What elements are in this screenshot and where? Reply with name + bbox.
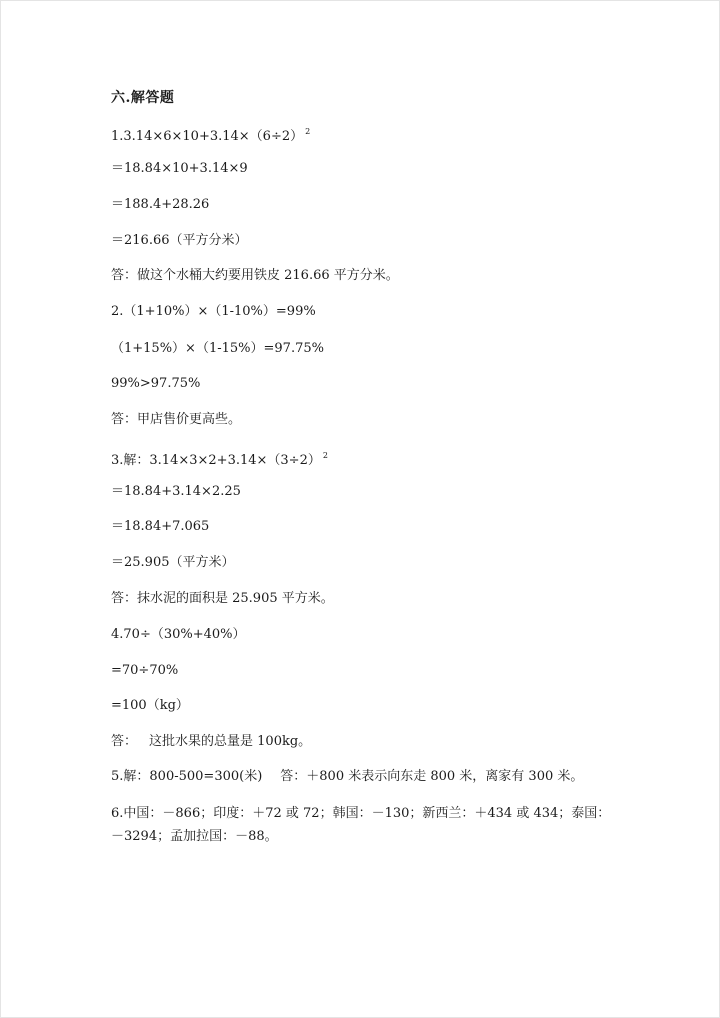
q2-line-1: 2.（1+10%）×（1-10%）=99%: [111, 304, 316, 319]
q2-line-2: （1+15%）×（1-15%）=97.75%: [111, 341, 324, 356]
q5-line: [111, 768, 583, 786]
q3-line-3: ＝18.84+7.065: [111, 519, 210, 534]
q1-answer: 答：做这个水桶大约要用铁皮 216.66 平方分米。: [111, 268, 399, 283]
q3-answer: 答：抹水泥的面积是 25.905 平方米。: [111, 591, 334, 606]
q3-exponent: 2: [322, 451, 328, 460]
q3-line-2: ＝18.84+3.14×2.25: [111, 484, 241, 499]
q3-expression: 3.解：3.14×3×2+3.14×（3÷2）: [111, 453, 321, 468]
q1-exponent: 2: [305, 127, 311, 136]
section-heading: 六.解答题: [111, 90, 175, 106]
q6-paragraph: 6.中国：－866；印度：＋72 或 72；韩国：－130；新西兰：＋434 或 434；泰国：－3294；孟加拉国：－88。: [111, 806, 611, 844]
q2-answer: 答：甲店售价更高些。: [111, 412, 242, 427]
q5-solution: 5.解：800-500=300(米): [111, 769, 263, 784]
q1-line-2: ＝18.84×10+3.14×9: [111, 161, 248, 176]
q1-line-4: ＝216.66（平方分米）: [111, 233, 248, 248]
q4-line-1: 4.70÷（30%+40%）: [111, 627, 246, 642]
q4-line-3: =100（kg）: [111, 698, 189, 713]
q4-answer: [111, 733, 311, 751]
q3-line-1: [111, 447, 328, 470]
q1-expression: 1.3.14×6×10+3.14×（6÷2）: [111, 129, 304, 144]
q3-line-4: ＝25.905（平方米）: [111, 555, 235, 570]
q1-line-3: ＝188.4+28.26: [111, 197, 210, 212]
q4-answer-text: 这批水果的总量是 100kg。: [149, 734, 312, 749]
q1-line-1: [111, 123, 310, 146]
q4-answer-prefix: 答：: [111, 734, 138, 749]
q4-line-2: =70÷70%: [111, 663, 179, 678]
q2-line-3: 99%>97.75%: [111, 376, 201, 391]
q5-answer: 答：＋800 米表示向东走 800 米，离家有 300 米。: [280, 769, 584, 784]
